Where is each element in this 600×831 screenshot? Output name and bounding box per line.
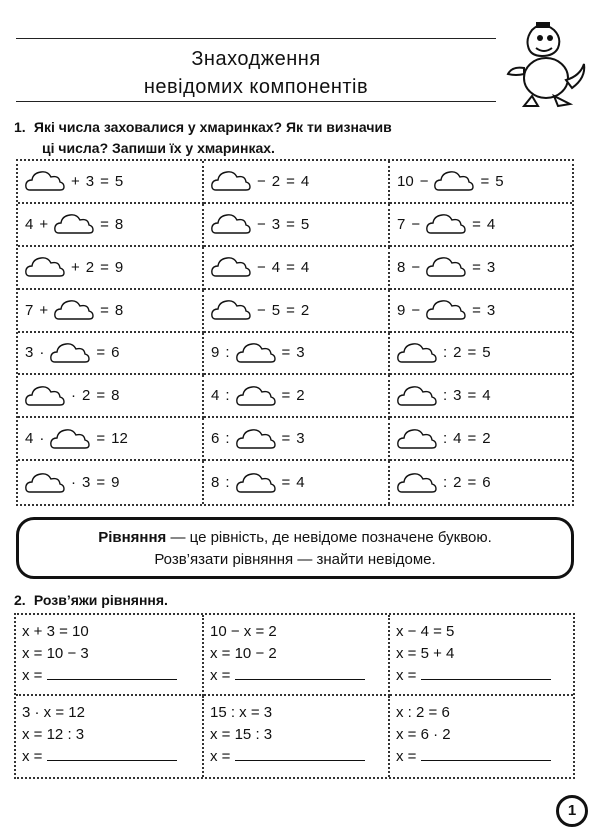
cloud-blank-icon[interactable]	[25, 170, 65, 192]
cloud-blank-icon[interactable]	[50, 428, 90, 450]
equation-token: 2	[271, 172, 281, 190]
equation-token: :	[443, 387, 448, 405]
equation-text: x = 10 − 2	[210, 645, 277, 662]
equation-token: 3	[85, 172, 95, 190]
equation-line	[22, 724, 202, 746]
equation-token: 6	[211, 430, 220, 448]
definition-text: — це рівність, де невідоме позначене буквою.	[166, 529, 492, 546]
definition-term: Рівняння	[98, 529, 167, 546]
equation-token: 3	[486, 301, 496, 319]
cloud-blank-icon[interactable]	[236, 428, 276, 450]
equation-token: 3	[453, 387, 462, 405]
cloud-blank-icon[interactable]	[426, 256, 466, 278]
equation-text: 10 − x = 2	[210, 623, 277, 640]
equation-cell	[390, 696, 573, 777]
cloud-blank-icon[interactable]	[211, 299, 251, 321]
equation-token: 4	[211, 387, 220, 405]
cloud-blank-icon[interactable]	[211, 256, 251, 278]
equation-line	[22, 665, 202, 687]
equation-line	[22, 643, 202, 665]
cloud-equation-cell	[18, 204, 204, 247]
cloud-equation-cell	[204, 161, 390, 204]
cloud-equation-cell	[18, 333, 204, 376]
cloud-blank-icon[interactable]	[434, 170, 474, 192]
equation-token: 2	[482, 430, 491, 448]
equation-token: ·	[71, 387, 76, 405]
title-top-line	[16, 38, 496, 39]
equation-token: 3	[271, 215, 281, 233]
page-number: 1	[556, 795, 588, 827]
definition-line2: Розв’язати рівняння — знайти невідоме.	[154, 551, 436, 568]
cloud-blank-icon[interactable]	[50, 342, 90, 364]
cloud-equation-cell	[390, 204, 572, 247]
cloud-blank-icon[interactable]	[426, 299, 466, 321]
equation-token: +	[71, 258, 80, 276]
answer-blank[interactable]	[47, 665, 177, 680]
answer-blank[interactable]	[421, 665, 551, 680]
equation-text: x = 5 + 4	[396, 645, 455, 662]
equation-token: 8	[397, 258, 406, 276]
equation-text: x =	[210, 748, 235, 765]
cloud-equation-cell	[390, 247, 572, 290]
equation-token: 9	[397, 301, 406, 319]
equation-line	[210, 724, 388, 746]
equation-cell	[204, 696, 390, 777]
equation-text: x =	[22, 667, 47, 684]
equation-token: 4	[482, 387, 491, 405]
equation-text: x =	[210, 667, 235, 684]
cloud-blank-icon[interactable]	[426, 213, 466, 235]
task2-instruction	[14, 590, 168, 611]
equation-token: 9	[114, 258, 124, 276]
task1-text-line2: ці числа? Запиши їх у хмаринках.	[42, 140, 275, 156]
cloud-equation-cell	[18, 461, 204, 504]
cloud-equation-cell	[204, 333, 390, 376]
equation-token: 12	[111, 430, 128, 448]
answer-blank[interactable]	[421, 746, 551, 761]
equation-token: 2	[300, 301, 310, 319]
cloud-blank-icon[interactable]	[397, 385, 437, 407]
equation-token: =	[281, 344, 291, 362]
equation-text: x =	[22, 748, 47, 765]
equation-token: −	[257, 301, 266, 319]
equation-text: x : 2 = 6	[396, 704, 450, 721]
equation-token: 3	[25, 344, 34, 362]
equation-line	[210, 746, 388, 768]
equation-line	[396, 702, 573, 724]
answer-blank[interactable]	[47, 746, 177, 761]
equation-text: x =	[396, 667, 421, 684]
equation-token: ·	[39, 344, 45, 362]
equation-token: =	[96, 344, 106, 362]
equation-token: 4	[453, 430, 462, 448]
equation-line	[210, 665, 388, 687]
equation-token: 3	[296, 344, 305, 362]
equation-cell	[16, 696, 204, 777]
definition-box	[16, 517, 574, 579]
equation-token: =	[467, 430, 477, 448]
task2-text: Розв’яжи рівняння.	[33, 592, 168, 608]
equation-token: 8	[114, 215, 124, 233]
equation-token: :	[225, 344, 230, 362]
equation-token: =	[100, 258, 109, 276]
cloud-equation-cell	[204, 290, 390, 333]
cloud-equation-cell	[204, 375, 390, 418]
equation-text: 3 · x = 12	[22, 704, 85, 721]
title-bottom-line	[16, 101, 496, 102]
equation-cell	[390, 615, 573, 696]
equation-token: 4	[486, 215, 496, 233]
equation-token: 8	[211, 474, 220, 492]
equation-token: =	[286, 258, 295, 276]
equation-token: 2	[453, 344, 462, 362]
equation-token: 2	[296, 387, 305, 405]
page-title-line1: Знаходження	[191, 48, 321, 70]
equation-token: ·	[39, 430, 45, 448]
answer-blank[interactable]	[235, 665, 365, 680]
cloud-blank-icon[interactable]	[397, 342, 437, 364]
equation-token: =	[96, 430, 106, 448]
equation-token: 3	[486, 258, 496, 276]
task1-instruction	[14, 117, 392, 159]
equation-line	[210, 702, 388, 724]
equation-token: =	[472, 301, 481, 319]
equation-token: =	[467, 387, 477, 405]
equation-token: −	[411, 215, 421, 233]
equation-token: −	[411, 301, 421, 319]
equation-token: −	[419, 172, 429, 190]
equation-token: 6	[111, 344, 120, 362]
equation-token: :	[443, 344, 448, 362]
equations-table	[14, 613, 575, 779]
equation-text: x = 12 : 3	[22, 726, 85, 743]
equation-text: x = 6 · 2	[396, 726, 451, 743]
cloud-blank-icon[interactable]	[236, 342, 276, 364]
equation-text: 15 : x = 3	[210, 704, 273, 721]
equation-token: =	[472, 215, 481, 233]
cloud-equation-cell	[390, 461, 572, 504]
equation-token: 7	[25, 301, 34, 319]
cloud-blank-icon[interactable]	[397, 472, 437, 494]
equation-token: −	[411, 258, 421, 276]
equation-token: 3	[296, 430, 305, 448]
equation-token: =	[480, 172, 490, 190]
equation-token: =	[286, 172, 295, 190]
cloud-equation-cell	[18, 247, 204, 290]
equation-token: =	[286, 301, 295, 319]
equation-token: 2	[85, 258, 95, 276]
equation-token: 4	[296, 474, 305, 492]
equation-token: 8	[111, 387, 120, 405]
equation-line	[396, 665, 573, 687]
equation-line	[210, 643, 388, 665]
title-block	[16, 38, 496, 102]
equation-text: x = 10 − 3	[22, 645, 89, 662]
equation-token: 5	[300, 215, 310, 233]
cloud-blank-icon[interactable]	[25, 256, 65, 278]
equation-token: 4	[300, 172, 310, 190]
cloud-equation-cell	[18, 161, 204, 204]
equation-token: ·	[71, 474, 76, 492]
cloud-blank-icon[interactable]	[25, 385, 65, 407]
cloud-blank-icon[interactable]	[54, 299, 94, 321]
equation-token: :	[225, 387, 230, 405]
cloud-equation-cell	[390, 161, 572, 204]
equation-token: 7	[397, 215, 406, 233]
equation-token: =	[96, 387, 106, 405]
cloud-equation-cell	[390, 333, 572, 376]
cloud-equation-cell	[390, 290, 572, 333]
equation-text: x =	[396, 748, 421, 765]
task1-number: 1.	[14, 119, 26, 135]
equation-token: 10	[397, 172, 414, 190]
cloud-equation-cell	[204, 461, 390, 504]
equation-token: 4	[300, 258, 310, 276]
equation-token: :	[443, 474, 448, 492]
equation-token: =	[281, 430, 291, 448]
cloud-equation-cell	[18, 290, 204, 333]
dinosaur-mascot-icon	[502, 20, 588, 110]
equation-token: 9	[211, 344, 220, 362]
equation-token: 2	[453, 474, 462, 492]
equation-token: :	[225, 474, 230, 492]
answer-blank[interactable]	[235, 746, 365, 761]
cloud-blank-icon[interactable]	[211, 213, 251, 235]
task1-text-line1: Які числа заховалися у хмаринках? Як ти визначив	[33, 119, 392, 135]
equation-text: x + 3 = 10	[22, 623, 89, 640]
equation-token: 4	[25, 215, 34, 233]
equation-line	[396, 746, 573, 768]
cloud-blank-icon[interactable]	[211, 170, 251, 192]
equation-text: x = 15 : 3	[210, 726, 273, 743]
equation-cell	[204, 615, 390, 696]
equation-cell	[16, 615, 204, 696]
equation-token: =	[96, 474, 106, 492]
equation-token: :	[443, 430, 448, 448]
equation-token: 5	[271, 301, 281, 319]
equation-line	[22, 702, 202, 724]
equation-token: =	[467, 474, 477, 492]
equation-token: =	[472, 258, 481, 276]
equation-token: =	[100, 172, 109, 190]
equation-token: =	[100, 215, 109, 233]
equation-token: =	[286, 215, 295, 233]
equation-line	[396, 724, 573, 746]
equation-token: +	[71, 172, 80, 190]
cloud-equation-cell	[204, 418, 390, 461]
equation-line	[396, 621, 573, 643]
equation-token: +	[39, 301, 49, 319]
cloud-blank-icon[interactable]	[236, 472, 276, 494]
cloud-equations-table	[16, 159, 574, 506]
cloud-equation-cell	[204, 204, 390, 247]
equation-line	[210, 621, 388, 643]
equation-line	[396, 643, 573, 665]
equation-token: −	[257, 258, 266, 276]
equation-token: 2	[82, 387, 91, 405]
cloud-blank-icon[interactable]	[54, 213, 94, 235]
cloud-equation-cell	[18, 418, 204, 461]
equation-token: 5	[495, 172, 504, 190]
cloud-blank-icon[interactable]	[397, 428, 437, 450]
equation-token: :	[225, 430, 230, 448]
task2-number: 2.	[14, 592, 26, 608]
equation-line	[22, 746, 202, 768]
equation-token: −	[257, 215, 266, 233]
equation-text: x − 4 = 5	[396, 623, 455, 640]
equation-token: 8	[114, 301, 124, 319]
cloud-equation-cell	[204, 247, 390, 290]
equation-token: 4	[271, 258, 281, 276]
equation-token: =	[281, 387, 291, 405]
equation-token: −	[257, 172, 266, 190]
equation-token: =	[467, 344, 477, 362]
equation-token: =	[100, 301, 109, 319]
cloud-equation-cell	[390, 418, 572, 461]
equation-token: 9	[111, 474, 120, 492]
cloud-equation-cell	[390, 375, 572, 418]
equation-token: 6	[482, 474, 491, 492]
equation-token: =	[281, 474, 291, 492]
equation-token: 5	[482, 344, 491, 362]
equation-token: 5	[114, 172, 124, 190]
cloud-equation-cell	[18, 375, 204, 418]
cloud-blank-icon[interactable]	[236, 385, 276, 407]
equation-line	[22, 621, 202, 643]
cloud-blank-icon[interactable]	[25, 472, 65, 494]
equation-token: 3	[82, 474, 91, 492]
page-title-line2: невідомих компонентів	[143, 76, 369, 98]
equation-token: 4	[25, 430, 34, 448]
equation-token: +	[39, 215, 49, 233]
